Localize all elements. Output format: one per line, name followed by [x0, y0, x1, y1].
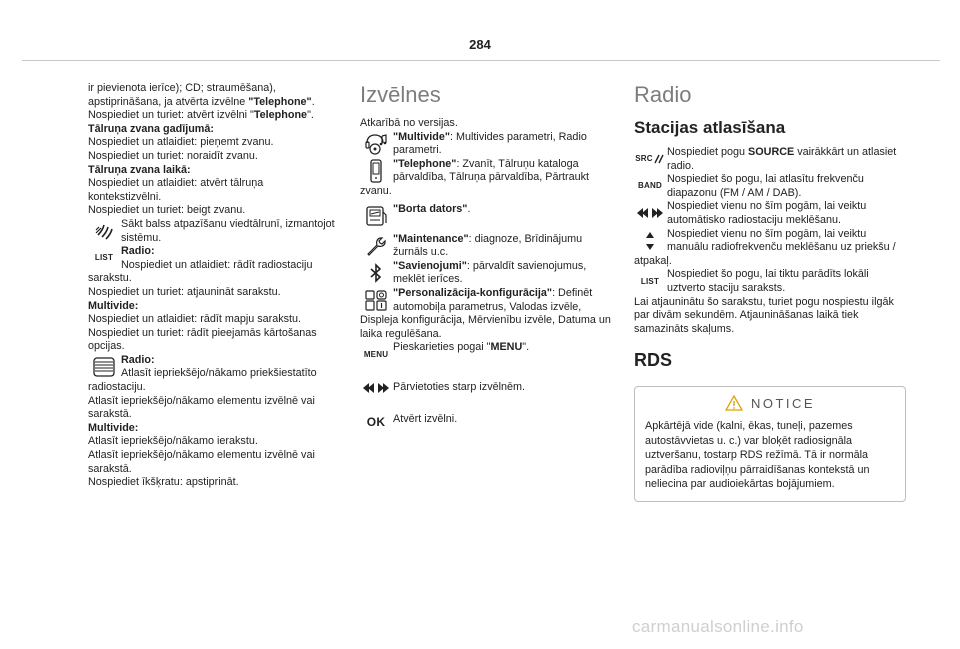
trip-computer-icon — [360, 203, 392, 229]
station-selection-title: Stacijas atlasīšana — [634, 118, 786, 137]
during-call-line-2: kontekstizvēlni. — [88, 190, 162, 203]
incoming-call-title: Tālruņa zvana gadījumā: — [88, 122, 214, 135]
list-button-icon: LIST — [94, 253, 114, 263]
top-divider — [22, 60, 940, 61]
configuration-row — [360, 287, 612, 341]
list-multi-title: Multivide: — [88, 299, 139, 312]
navigate-text: Pārvietoties starp izvēlnēm. — [393, 381, 526, 394]
ok-button-icon: OK — [366, 414, 386, 429]
page-number: 284 — [469, 37, 491, 52]
wheel-radio-title: Radio: — [121, 353, 155, 366]
list-row — [88, 245, 350, 286]
list-multi-line-2: Nospiediet un turiet: rādīt pieejamās kārtošanas opcijas. — [88, 326, 317, 353]
voice-text: Sākt balss atpazīšanu viedtālrunī, izmantojot sistēmu. — [121, 217, 335, 244]
list-radio-line-1: Nospiediet un atlaidiet: rādīt radiostaciju sarakstu. — [88, 258, 313, 285]
station-list-row — [634, 268, 904, 295]
telephone-icon — [360, 158, 392, 184]
bluetooth-icon — [360, 260, 392, 286]
up-down-arrows-icon — [634, 228, 666, 254]
warning-icon — [725, 395, 743, 411]
trip-computer-text: "Borta dators". — [393, 202, 471, 215]
thumbwheel-icon — [88, 354, 120, 380]
wheel-multi-line-2: Atlasīt iepriekšējo/nākamo elementu izvēlnē vai sarakstā. — [88, 449, 315, 475]
during-call-line-3: Nospiediet un turiet: beigt zvanu. — [88, 204, 246, 217]
wheel-press-line: Nospiediet īkšķratu: apstiprināt. — [88, 476, 239, 489]
menus-title: Izvēlnes — [360, 82, 441, 107]
navigate-row — [360, 375, 612, 395]
connections-text: "Savienojumi": pārvaldīt savienojumus, meklēt ierīces. — [393, 259, 587, 286]
left-right-arrows-icon — [360, 375, 392, 401]
right-column — [634, 82, 904, 502]
source-button-icon: SRC — [634, 146, 666, 172]
multimedia-icon — [360, 131, 392, 157]
wrench-icon — [360, 233, 392, 259]
telephone-text: "Telephone": Zvanīt, Tālruņu kataloga pārvaldība, Tālruņa pārvaldība, Pārtraukt zvanu. — [360, 157, 590, 197]
wheel-radio-line-1: Atlasīt iepriekšējo/nākamo priekšiestatīto radiostaciju. — [88, 367, 317, 394]
middle-column — [360, 82, 612, 435]
voice-command-icon — [88, 218, 120, 244]
seek-row — [634, 200, 904, 227]
configuration-text: "Personalizācija-konfigurācija": Definēt automobiļa parametrus, Valodas izvēle, Displeja konfigurācija, Mērvienību izvēle, Datuma un laika regulēšana. — [360, 286, 611, 340]
maintenance-row — [360, 233, 612, 260]
list-radio-title: Radio: — [121, 245, 155, 258]
incoming-call-line-1: Nospiediet un atlaidiet: pieņemt zvanu. — [88, 136, 274, 149]
refresh-text: Lai atjauninātu šo sarakstu, turiet pogu nospiestu ilgāk par divām sekundēm. Atjaunināšanas laikā tiek samazināts skaļums. — [634, 295, 894, 335]
connections-row — [360, 260, 612, 287]
wheel-row — [88, 354, 350, 395]
seek-arrows-icon — [634, 200, 666, 226]
intro-line-1: ir pievienota ierīce); CD; straumēšana), — [88, 82, 276, 94]
voice-row — [88, 218, 350, 245]
notice-box — [634, 386, 906, 502]
wheel-multi-line-1: Atlasīt iepriekšējo/nākamo ierakstu. — [88, 435, 258, 448]
left-column — [88, 82, 350, 490]
source-row — [634, 146, 904, 173]
manual-text: Nospiediet vienu no šīm pogām, lai veiktu manuālu radiofrekvenču meklēšanu uz priekšu / atpakaļ. — [634, 227, 896, 267]
band-text: Nospiediet šo pogu, lai atlasītu frekvenču diapazonu (FM / AM / DAB). — [667, 173, 864, 199]
ok-text: Atvērt izvēlni. — [393, 413, 458, 426]
rds-title: RDS — [634, 350, 673, 371]
list-button-icon-right: LIST — [640, 276, 660, 286]
during-call-line-1: Nospiediet un atlaidiet: atvērt tālruņa — [88, 177, 264, 190]
intro-line-2: apstiprināšana, ja atvērta izvēlne "Telephone". — [88, 95, 315, 108]
list-radio-line-2: Nospiediet un turiet: atjaunināt sarakstu. — [88, 285, 281, 298]
multimedia-text: "Multivide": Multivides parametri, Radio parametri. — [393, 130, 587, 157]
ok-row — [360, 409, 612, 427]
menu-button-icon: MENU — [363, 349, 389, 359]
watermark: carmanualsonline.info — [632, 617, 804, 636]
incoming-call-line-2: Nospiediet un turiet: noraidīt zvanu. — [88, 149, 258, 162]
band-button-icon: BAND — [638, 181, 662, 191]
maintenance-text: "Maintenance": diagnoze, Brīdinājumu žurnāls u.c. — [393, 232, 583, 259]
telephone-row — [360, 158, 612, 199]
trip-computer-row — [360, 203, 612, 217]
source-text: Nospiediet pogu SOURCE vairākkārt un atlasiet radio. — [667, 146, 897, 172]
intro-line-3: Nospiediet un turiet: atvērt izvēlni "Telephone". — [88, 109, 314, 122]
wheel-radio-line-2: Atlasīt iepriekšējo/nākamo elementu izvēlnē vai sarakstā. — [88, 394, 315, 421]
radio-title: Radio — [634, 82, 692, 107]
seek-text: Nospiediet vienu no šīm pogām, lai veiktu automātisko radiostaciju meklēšanu. — [667, 200, 867, 226]
manual-row — [634, 228, 904, 269]
wheel-multi-title: Multivide: — [88, 421, 139, 434]
menu-button-text: Pieskarieties pogai "MENU". — [393, 341, 530, 354]
menus-intro: Atkarībā no versijas. — [360, 117, 458, 129]
station-list-text: Nospiediet šo pogu, lai tiktu parādīts lokāli uztverto staciju saraksts. — [667, 268, 869, 294]
settings-icon — [360, 287, 392, 313]
list-multi-line-1: Nospiediet un atlaidiet: rādīt mapju sarakstu. — [88, 313, 302, 326]
during-call-title: Tālruņa zvana laikā: — [88, 163, 191, 176]
notice-text: Apkārtējā vide (kalni, ēkas, tuneļi, pazemes autostāvvietas u. c.) var bloķēt radiosignāla uztveršanu, tostarp RDS režīmā. Tā ir normāla parādība radioviļņu pārraidīšanas kontekstā un neliecina par audioiekārtas bojājumiem. — [645, 420, 870, 490]
menu-button-row — [360, 341, 612, 359]
band-row — [634, 173, 904, 200]
notice-title: NOTICE — [750, 395, 816, 411]
multimedia-row — [360, 131, 612, 158]
